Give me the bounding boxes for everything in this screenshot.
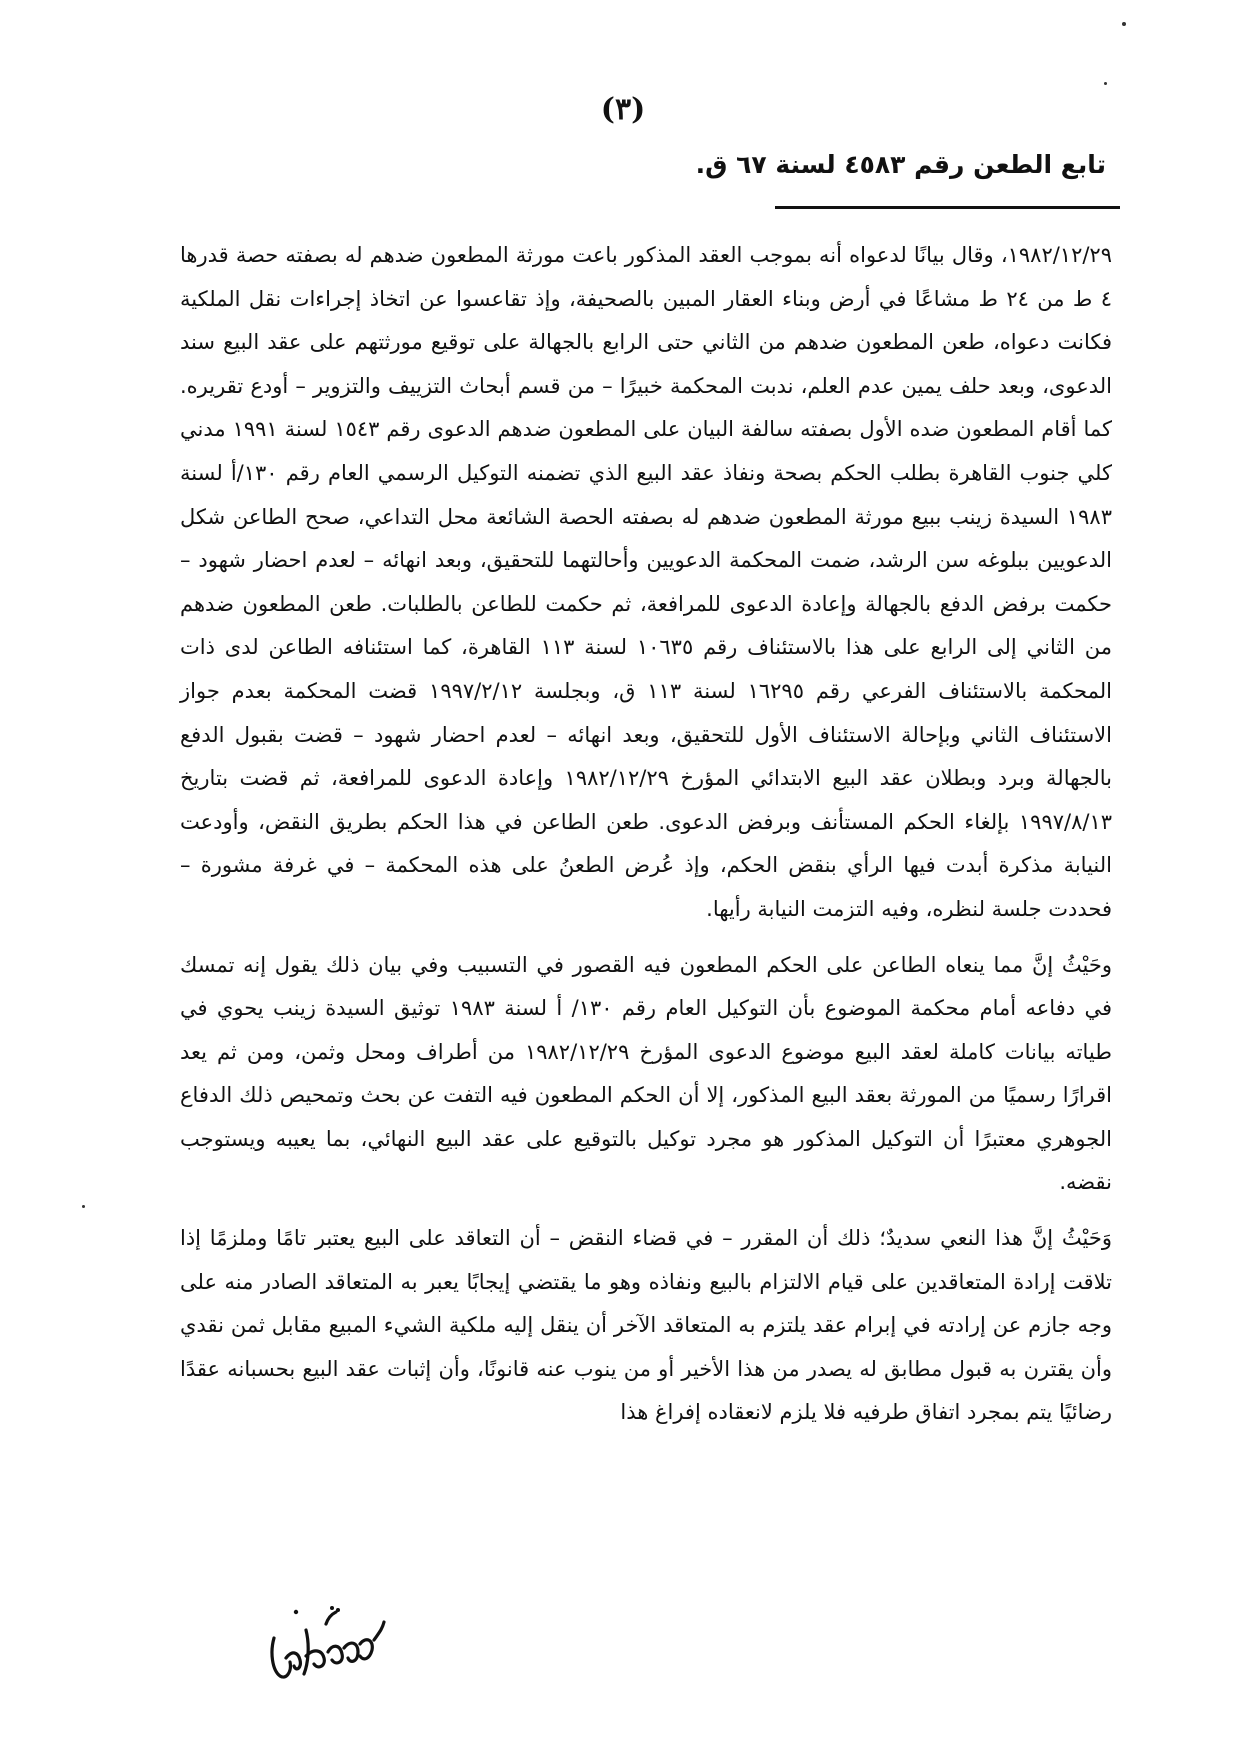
page-number: (٣) — [600, 92, 646, 127]
handwritten-signature — [266, 1600, 386, 1690]
scan-mark — [82, 1205, 85, 1208]
case-header: تابع الطعن رقم ٤٥٨٣ لسنة ٦٧ ق. — [695, 150, 1106, 179]
paragraph-case-history: ١٩٨٢/١٢/٢٩، وقال بيانًا لدعواه أنه بموجب العقد المذكور باعت مورثة المطعون ضدهم له بصفته حصة قدرها ٤ ط من ٢٤ ط مشاعًا في أرض وبناء العقار المبين بالصحيفة، وإذ تقاعسوا عن اتخاذ إجراءات نقل الملكية فكانت دعواه، طعن المطعون ضدهم من الثاني حتى الرابع بالجهالة على توقيع مورثتهم على عقد البيع سند الدعوى، وبعد حلف يمين عدم العلم، ندبت المحكمة خبيرًا – من قسم أبحاث التزييف والتزوير – أودع تقريره. كما أقام المطعون ضده الأول بصفته سالفة البيان على المطعون ضدهم الدعوى رقم ١٥٤٣ لسنة ١٩٩١ مدني كلي جنوب القاهرة بطلب الحكم بصحة ونفاذ عقد البيع الذي تضمنه التوكيل الرسمي العام رقم ١٣٠/أ لسنة ١٩٨٣ السيدة زينب ببيع مورثة المطعون ضدهم له بصفته الحصة الشائعة محل التداعي، صحح الطاعن شكل الدعويين ببلوغه سن الرشد، ضمت المحكمة الدعويين وأحالتهما للتحقيق، وبعد انهائه – لعدم احضار شهود – حكمت برفض الدفع بالجهالة وإعادة الدعوى للمرافعة، ثم حكمت للطاعن بالطلبات. طعن المطعون ضدهم من الثاني إلى الرابع على هذا بالاستئناف رقم ١٠٦٣٥ لسنة ١١٣ القاهرة، كما استئنافه الطاعن لدى ذات المحكمة بالاستئناف الفرعي رقم ١٦٢٩٥ لسنة ١١٣ ق، وبجلسة ١٩٩٧/٢/١٢ قضت المحكمة بعدم جواز الاستئناف الثاني وبإحالة الاستئناف الأول للتحقيق، وبعد انهائه – لعدم احضار شهود – قضت بقبول الدفع بالجهالة وبرد وبطلان عقد البيع الابتدائي المؤرخ ١٩٨٢/١٢/٢٩ وإعادة الدعوى للمرافعة، ثم قضت بتاريخ ١٩٩٧/٨/١٣ بإلغاء الحكم المستأنف وبرفض الدعوى. طعن الطاعن في هذا الحكم بطريق النقض، وأودعت النيابة مذكرة أبدت فيها الرأي بنقض الحكم، وإذ عُرض الطعنُ على هذه المحكمة – في غرفة مشورة – فحددت جلسة لنظره، وفيه التزمت النيابة رأيها. — [180, 243, 1113, 921]
document-body — [180, 234, 1112, 1435]
header-divider — [775, 206, 1120, 209]
paragraph-grounds-of-appeal: وحَيْثُ إنَّ مما ينعاه الطاعن على الحكم المطعون فيه القصور في التسبيب وفي بيان ذلك يقول إنه تمسك في دفاعه أمام محكمة الموضوع بأن التوكيل العام رقم ١٣٠/ أ لسنة ١٩٨٣ توثيق السيدة زينب يحوي في طياته بيانات كاملة لعقد البيع موضوع الدعوى المؤرخ ١٩٨٢/١٢/٢٩ من أطراف ومحل وثمن، ومن ثم يعد اقرارًا رسميًا من المورثة بعقد البيع المذكور، إلا أن الحكم المطعون فيه التفت عن بحث وتمحيص ذلك الدفاع الجوهري معتبرًا أن التوكيل المذكور هو مجرد توكيل بالتوقيع على عقد البيع النهائي، بما يعيبه ويستوجب نقضه. — [180, 952, 1113, 1195]
scan-mark — [1104, 82, 1107, 85]
scan-mark — [1122, 22, 1126, 26]
paragraph-court-reasoning: وَحَيْثُ إنَّ هذا النعي سديدٌ؛ ذلك أن المقرر – في قضاء النقض – أن التعاقد على البيع يعتبر تامًا وملزمًا إذا تلاقت إرادة المتعاقدين على قيام الالتزام بالبيع ونفاذه وهو ما يقتضي إيجابًا يعبر به المتعاقد الصادر منه على وجه جازم عن إرادته في إبرام عقد يلتزم به المتعاقد الآخر أن ينقل إليه ملكية الشيء المبيع مقابل ثمن نقدي وأن يقترن به قبول مطابق له يصدر من هذا الأخير أو من ينوب عنه قانونًا، وأن إثبات عقد البيع بحسبانه عقدًا رضائيًا يتم بمجرد اتفاق طرفيه فلا يلزم لانعقاده إفراغ هذا — [180, 1226, 1112, 1425]
